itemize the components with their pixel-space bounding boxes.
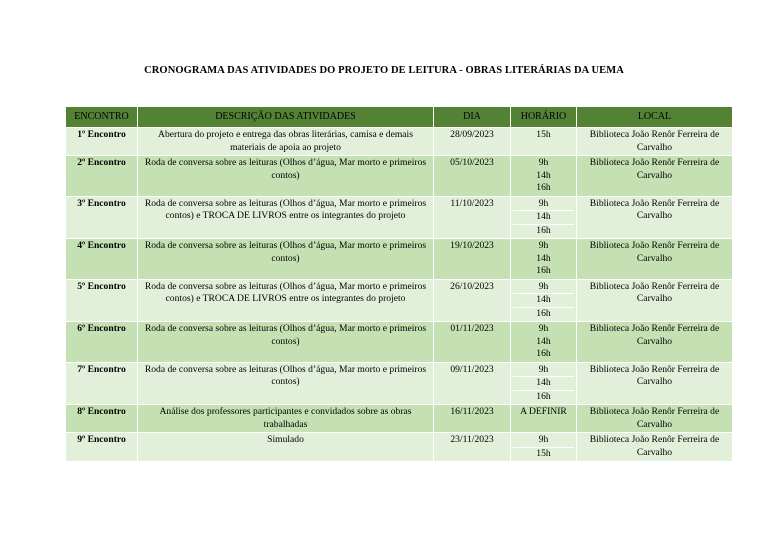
horario-value: 16h xyxy=(536,182,551,193)
descricao-cell: Roda de conversa sobre as leituras (Olhos d’água, Mar morto e primeiros contos) xyxy=(138,239,434,280)
local-cell: Biblioteca João Renôr Ferreira de Carvalho xyxy=(577,362,733,405)
horario-value: 16h xyxy=(513,307,574,321)
descricao-cell: Roda de conversa sobre as leituras (Olhos d’água, Mar morto e primeiros contos) xyxy=(138,322,434,363)
descricao-cell: Simulado xyxy=(138,433,434,462)
horario-value: 14h xyxy=(513,376,574,390)
descricao-cell: Abertura do projeto e entrega das obras literárias, camisa e demais materiais de apoia ao projeto xyxy=(138,128,434,156)
descricao-cell: Roda de conversa sobre as leituras (Olhos d’água, Mar morto e primeiros contos) e TROCA DE LIVROS entre os integrantes do projeto xyxy=(138,196,434,239)
header-horario: HORÁRIO xyxy=(511,107,577,128)
table-row xyxy=(66,433,733,462)
horario-cell xyxy=(511,433,577,462)
document-title: CRONOGRAMA DAS ATIVIDADES DO PROJETO DE LEITURA - OBRAS LITERÁRIAS DA UEMA xyxy=(144,65,624,76)
dia-cell: 16/11/2023 xyxy=(434,405,511,433)
horario-cell xyxy=(511,362,577,405)
horario-value: 15h xyxy=(536,129,551,140)
local-cell: Biblioteca João Renôr Ferreira de Carvalho xyxy=(577,128,733,156)
horario-value: 9h xyxy=(538,280,549,292)
horario-cell xyxy=(511,405,577,433)
horario-value: 16h xyxy=(536,265,551,276)
table-row xyxy=(66,322,733,363)
local-cell: Biblioteca João Renôr Ferreira de Carvalho xyxy=(577,279,733,322)
encontro-cell: 7º Encontro xyxy=(66,362,138,405)
header-encontro: ENCONTRO xyxy=(66,107,138,128)
table-row xyxy=(66,196,733,239)
table-row xyxy=(66,362,733,405)
encontro-cell: 8º Encontro xyxy=(66,405,138,433)
encontro-cell: 2º Encontro xyxy=(66,156,138,197)
horario-value: 9h xyxy=(538,157,549,168)
table-header-row xyxy=(66,107,733,128)
horario-cell xyxy=(511,279,577,322)
dia-cell: 11/10/2023 xyxy=(434,196,511,239)
local-cell: Biblioteca João Renôr Ferreira de Carvalho xyxy=(577,196,733,239)
horario-value: 9h xyxy=(538,363,549,375)
horario-value: 9h xyxy=(538,323,549,334)
horario-value: 14h xyxy=(536,252,551,264)
schedule-table xyxy=(65,106,733,462)
horario-value: 14h xyxy=(536,169,551,181)
dia-cell: 23/11/2023 xyxy=(434,433,511,462)
local-cell: Biblioteca João Renôr Ferreira de Carvalho xyxy=(577,405,733,433)
table-row xyxy=(66,405,733,433)
encontro-cell: 6º Encontro xyxy=(66,322,138,363)
horario-value: 16h xyxy=(536,348,551,359)
table-row xyxy=(66,128,733,156)
encontro-cell: 4º Encontro xyxy=(66,239,138,280)
dia-cell: 19/10/2023 xyxy=(434,239,511,280)
descricao-cell: Roda de conversa sobre as leituras (Olhos d’água, Mar morto e primeiros contos) xyxy=(138,362,434,405)
horario-value: 16h xyxy=(513,224,574,238)
encontro-cell: 9º Encontro xyxy=(66,433,138,462)
horario-cell xyxy=(511,239,577,280)
header-local: LOCAL xyxy=(577,107,733,128)
descricao-cell: Análise dos professores participantes e convidados sobre as obras trabalhadas xyxy=(138,405,434,433)
horario-value: 9h xyxy=(538,434,549,445)
encontro-cell: 5º Encontro xyxy=(66,279,138,322)
horario-cell xyxy=(511,156,577,197)
table-row xyxy=(66,279,733,322)
dia-cell: 09/11/2023 xyxy=(434,362,511,405)
local-cell: Biblioteca João Renôr Ferreira de Carvalho xyxy=(577,239,733,280)
header-dia: DIA xyxy=(434,107,511,128)
horario-value: 14h xyxy=(536,335,551,347)
horario-value: 15h xyxy=(513,447,574,461)
horario-value: 9h xyxy=(538,197,549,209)
descricao-cell: Roda de conversa sobre as leituras (Olhos d’água, Mar morto e primeiros contos) e TROCA DE LIVROS entre os integrantes do projeto xyxy=(138,279,434,322)
dia-cell: 28/09/2023 xyxy=(434,128,511,156)
encontro-cell: 3º Encontro xyxy=(66,196,138,239)
horario-value: A DEFINIR xyxy=(520,406,567,417)
horario-value: 9h xyxy=(538,240,549,251)
horario-value: 14h xyxy=(513,293,574,307)
table-row xyxy=(66,239,733,280)
descricao-cell: Roda de conversa sobre as leituras (Olhos d’água, Mar morto e primeiros contos) xyxy=(138,156,434,197)
dia-cell: 01/11/2023 xyxy=(434,322,511,363)
dia-cell: 26/10/2023 xyxy=(434,279,511,322)
horario-cell xyxy=(511,128,577,156)
horario-cell xyxy=(511,322,577,363)
horario-cell xyxy=(511,196,577,239)
horario-value: 14h xyxy=(513,210,574,224)
table-row xyxy=(66,156,733,197)
horario-value: 16h xyxy=(513,390,574,404)
local-cell: Biblioteca João Renôr Ferreira de Carvalho xyxy=(577,433,733,462)
header-descricao: DESCRIÇÃO DAS ATIVIDADES xyxy=(138,107,434,128)
dia-cell: 05/10/2023 xyxy=(434,156,511,197)
local-cell: Biblioteca João Renôr Ferreira de Carvalho xyxy=(577,156,733,197)
encontro-cell: 1º Encontro xyxy=(66,128,138,156)
local-cell: Biblioteca João Renôr Ferreira de Carvalho xyxy=(577,322,733,363)
